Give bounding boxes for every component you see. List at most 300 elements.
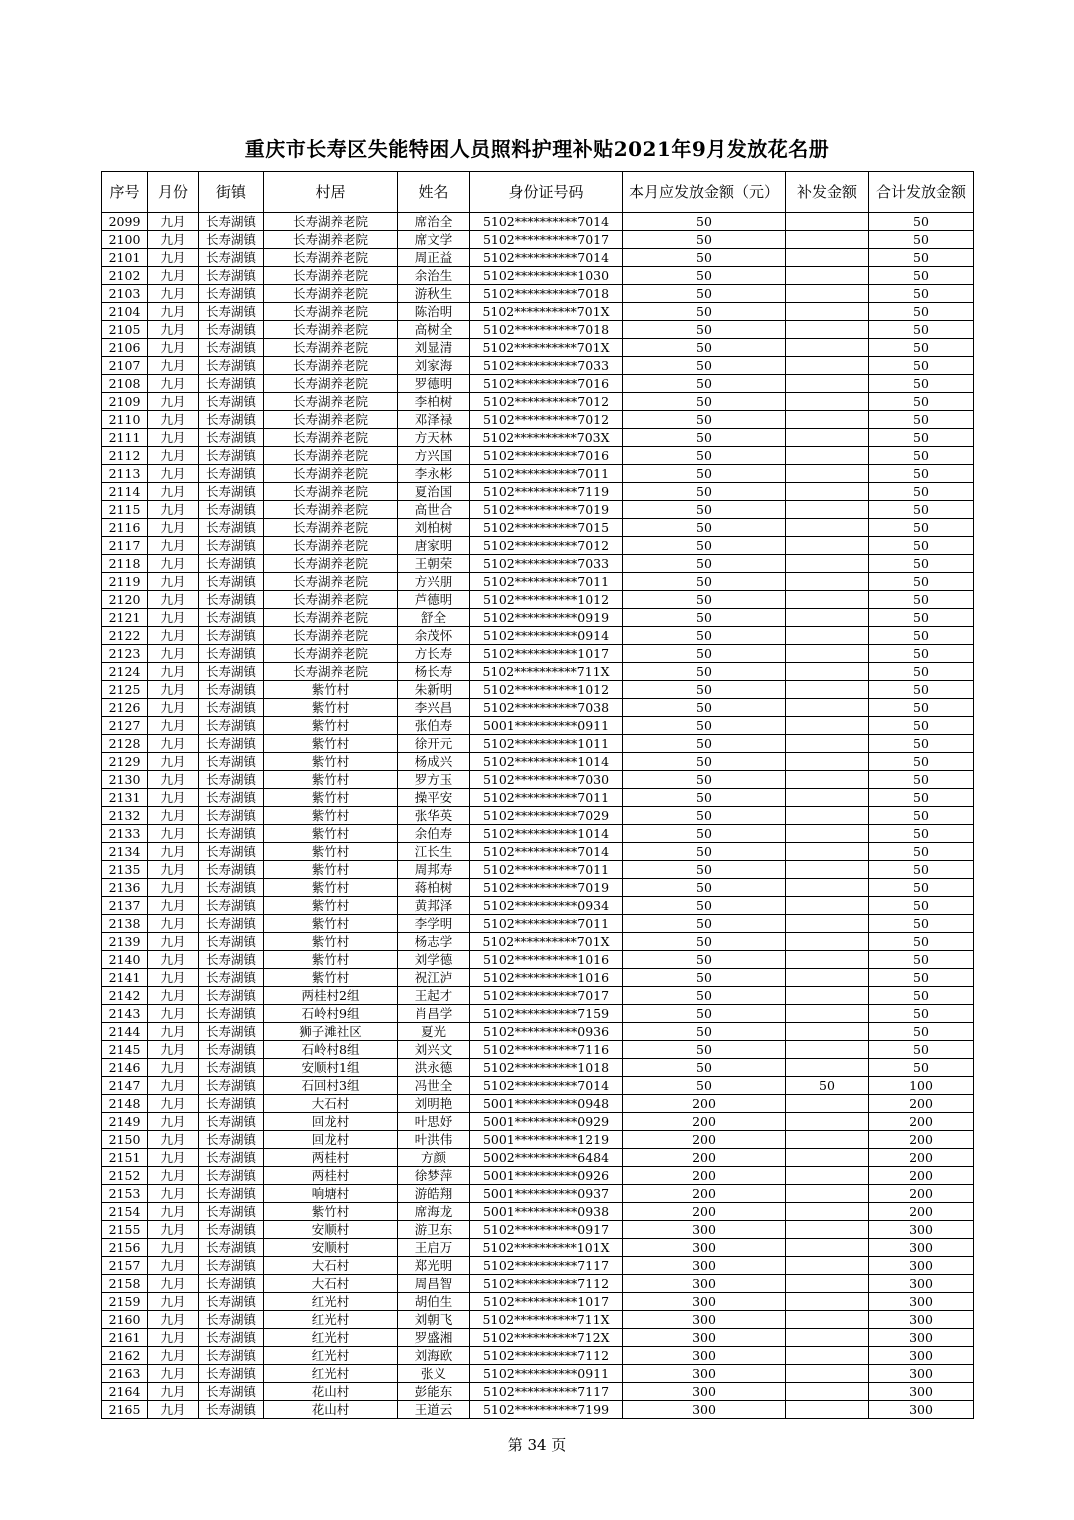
header-index: 序号 [102,172,148,213]
cell-name: 刘明艳 [398,1095,470,1113]
cell-town: 长寿湖镇 [199,627,264,645]
cell-id-number: 5102**********0911 [470,1365,623,1383]
cell-month: 九月 [148,663,199,681]
cell-town: 长寿湖镇 [199,951,264,969]
cell-town: 长寿湖镇 [199,861,264,879]
cell-id-number: 5102**********701X [470,303,623,321]
cell-total: 50 [869,969,974,987]
cell-village: 花山村 [264,1401,398,1419]
cell-village: 红光村 [264,1329,398,1347]
table-row [102,753,974,771]
cell-monthly-amount: 200 [623,1131,786,1149]
cell-monthly-amount: 50 [623,1041,786,1059]
cell-town: 长寿湖镇 [199,1347,264,1365]
cell-id-number: 5102**********711X [470,663,623,681]
cell-index: 2159 [102,1293,148,1311]
cell-supplement [786,1347,869,1365]
cell-village: 长寿湖养老院 [264,609,398,627]
cell-supplement [786,987,869,1005]
cell-total: 50 [869,1023,974,1041]
cell-name: 李学明 [398,915,470,933]
cell-total: 50 [869,897,974,915]
cell-id-number: 5102**********7011 [470,789,623,807]
table-row [102,1095,974,1113]
cell-total: 200 [869,1095,974,1113]
cell-id-number: 5102**********7112 [470,1347,623,1365]
cell-id-number: 5102**********7014 [470,213,623,231]
table-row [102,249,974,267]
cell-name: 徐梦萍 [398,1167,470,1185]
cell-supplement [786,1239,869,1257]
table-row [102,1347,974,1365]
cell-total: 50 [869,681,974,699]
cell-index: 2161 [102,1329,148,1347]
cell-monthly-amount: 50 [623,339,786,357]
cell-id-number: 5102**********7016 [470,375,623,393]
cell-supplement [786,465,869,483]
cell-village: 紫竹村 [264,843,398,861]
cell-id-number: 5001**********0948 [470,1095,623,1113]
cell-index: 2139 [102,933,148,951]
cell-index: 2101 [102,249,148,267]
table-row [102,789,974,807]
cell-month: 九月 [148,411,199,429]
cell-name: 杨志学 [398,933,470,951]
cell-monthly-amount: 50 [623,519,786,537]
cell-month: 九月 [148,627,199,645]
cell-name: 张义 [398,1365,470,1383]
cell-id-number: 5001**********0926 [470,1167,623,1185]
cell-id-number: 5102**********701X [470,339,623,357]
cell-supplement: 50 [786,1077,869,1095]
cell-town: 长寿湖镇 [199,1383,264,1401]
cell-name: 胡伯生 [398,1293,470,1311]
cell-month: 九月 [148,267,199,285]
cell-supplement [786,915,869,933]
cell-town: 长寿湖镇 [199,825,264,843]
table-row [102,969,974,987]
cell-monthly-amount: 50 [623,483,786,501]
cell-name: 叶思妤 [398,1113,470,1131]
cell-monthly-amount: 50 [623,1023,786,1041]
cell-monthly-amount: 50 [623,681,786,699]
cell-village: 安顺村1组 [264,1059,398,1077]
cell-name: 黄邦泽 [398,897,470,915]
cell-total: 50 [869,519,974,537]
cell-name: 舒全 [398,609,470,627]
cell-index: 2128 [102,735,148,753]
cell-month: 九月 [148,375,199,393]
cell-month: 九月 [148,573,199,591]
cell-town: 长寿湖镇 [199,1293,264,1311]
cell-monthly-amount: 300 [623,1329,786,1347]
cell-index: 2163 [102,1365,148,1383]
cell-month: 九月 [148,789,199,807]
cell-town: 长寿湖镇 [199,717,264,735]
cell-index: 2124 [102,663,148,681]
cell-total: 300 [869,1239,974,1257]
cell-town: 长寿湖镇 [199,609,264,627]
cell-id-number: 5102**********7030 [470,771,623,789]
cell-village: 紫竹村 [264,1203,398,1221]
cell-name: 陈治明 [398,303,470,321]
cell-village: 长寿湖养老院 [264,483,398,501]
cell-id-number: 5102**********703X [470,429,623,447]
cell-id-number: 5102**********7015 [470,519,623,537]
cell-total: 50 [869,231,974,249]
cell-village: 长寿湖养老院 [264,321,398,339]
cell-index: 2165 [102,1401,148,1419]
cell-month: 九月 [148,897,199,915]
cell-village: 长寿湖养老院 [264,537,398,555]
cell-id-number: 5001**********0929 [470,1113,623,1131]
cell-total: 50 [869,843,974,861]
cell-supplement [786,771,869,789]
cell-monthly-amount: 50 [623,879,786,897]
cell-supplement [786,573,869,591]
cell-supplement [786,1383,869,1401]
cell-monthly-amount: 50 [623,375,786,393]
cell-month: 九月 [148,321,199,339]
table-row [102,519,974,537]
cell-monthly-amount: 50 [623,591,786,609]
cell-name: 方天林 [398,429,470,447]
cell-index: 2164 [102,1383,148,1401]
table-row [102,285,974,303]
cell-index: 2138 [102,915,148,933]
cell-town: 长寿湖镇 [199,789,264,807]
cell-index: 2114 [102,483,148,501]
cell-monthly-amount: 200 [623,1149,786,1167]
cell-total: 50 [869,249,974,267]
cell-total: 300 [869,1401,974,1419]
cell-month: 九月 [148,537,199,555]
cell-monthly-amount: 50 [623,465,786,483]
cell-monthly-amount: 50 [623,1077,786,1095]
cell-month: 九月 [148,357,199,375]
cell-supplement [786,501,869,519]
cell-name: 夏光 [398,1023,470,1041]
cell-supplement [786,1005,869,1023]
cell-town: 长寿湖镇 [199,393,264,411]
cell-supplement [786,861,869,879]
cell-id-number: 5102**********0917 [470,1221,623,1239]
header-month: 月份 [148,172,199,213]
cell-id-number: 5102**********7011 [470,573,623,591]
table-row [102,1221,974,1239]
cell-name: 徐开元 [398,735,470,753]
cell-supplement [786,843,869,861]
cell-monthly-amount: 50 [623,753,786,771]
cell-town: 长寿湖镇 [199,1023,264,1041]
cell-town: 长寿湖镇 [199,483,264,501]
cell-index: 2149 [102,1113,148,1131]
cell-month: 九月 [148,1185,199,1203]
cell-total: 50 [869,861,974,879]
cell-name: 邓泽禄 [398,411,470,429]
cell-total: 50 [869,555,974,573]
cell-total: 50 [869,303,974,321]
table-row [102,861,974,879]
cell-town: 长寿湖镇 [199,879,264,897]
cell-monthly-amount: 50 [623,663,786,681]
cell-month: 九月 [148,753,199,771]
cell-id-number: 5102**********1014 [470,825,623,843]
cell-id-number: 5102**********7011 [470,465,623,483]
cell-index: 2143 [102,1005,148,1023]
cell-id-number: 5102**********1016 [470,951,623,969]
header-name: 姓名 [398,172,470,213]
cell-index: 2099 [102,213,148,231]
cell-month: 九月 [148,681,199,699]
cell-village: 长寿湖养老院 [264,519,398,537]
cell-index: 2136 [102,879,148,897]
cell-monthly-amount: 300 [623,1257,786,1275]
table-row [102,465,974,483]
cell-total: 50 [869,879,974,897]
header-supplement: 补发金额 [786,172,869,213]
cell-supplement [786,303,869,321]
header-town: 街镇 [199,172,264,213]
table-row [102,663,974,681]
cell-index: 2118 [102,555,148,573]
cell-supplement [786,825,869,843]
cell-month: 九月 [148,1149,199,1167]
cell-name: 唐家明 [398,537,470,555]
cell-village: 大石村 [264,1095,398,1113]
cell-id-number: 5102**********7029 [470,807,623,825]
cell-supplement [786,1203,869,1221]
cell-supplement [786,933,869,951]
page-footer: 第 34 页 [507,1436,567,1454]
header-row [102,172,974,213]
cell-supplement [786,249,869,267]
cell-village: 红光村 [264,1347,398,1365]
cell-monthly-amount: 50 [623,501,786,519]
cell-town: 长寿湖镇 [199,1059,264,1077]
cell-monthly-amount: 300 [623,1275,786,1293]
cell-month: 九月 [148,501,199,519]
cell-town: 长寿湖镇 [199,1149,264,1167]
cell-village: 紫竹村 [264,771,398,789]
cell-index: 2120 [102,591,148,609]
table-row [102,1365,974,1383]
cell-name: 游卫东 [398,1221,470,1239]
cell-village: 红光村 [264,1293,398,1311]
cell-index: 2142 [102,987,148,1005]
cell-town: 长寿湖镇 [199,357,264,375]
cell-month: 九月 [148,1023,199,1041]
page-title: 重庆市长寿区失能特困人员照料护理补贴2021年9月发放花名册 [244,137,830,161]
cell-town: 长寿湖镇 [199,1239,264,1257]
cell-index: 2108 [102,375,148,393]
cell-monthly-amount: 300 [623,1221,786,1239]
cell-index: 2132 [102,807,148,825]
cell-total: 300 [869,1293,974,1311]
cell-total: 300 [869,1329,974,1347]
cell-index: 2137 [102,897,148,915]
cell-month: 九月 [148,1365,199,1383]
cell-town: 长寿湖镇 [199,447,264,465]
cell-supplement [786,789,869,807]
cell-village: 紫竹村 [264,861,398,879]
cell-town: 长寿湖镇 [199,933,264,951]
cell-index: 2146 [102,1059,148,1077]
cell-supplement [786,483,869,501]
cell-id-number: 5001**********0937 [470,1185,623,1203]
cell-total: 200 [869,1113,974,1131]
cell-supplement [786,267,869,285]
cell-village: 长寿湖养老院 [264,645,398,663]
cell-supplement [786,627,869,645]
table-row [102,897,974,915]
cell-monthly-amount: 50 [623,699,786,717]
cell-name: 王朝荣 [398,555,470,573]
cell-monthly-amount: 300 [623,1239,786,1257]
cell-monthly-amount: 50 [623,411,786,429]
cell-village: 紫竹村 [264,681,398,699]
cell-name: 张伯寿 [398,717,470,735]
table-row [102,735,974,753]
cell-supplement [786,411,869,429]
table-row [102,609,974,627]
cell-village: 安顺村 [264,1221,398,1239]
cell-month: 九月 [148,771,199,789]
cell-name: 席治全 [398,213,470,231]
cell-monthly-amount: 50 [623,951,786,969]
cell-month: 九月 [148,969,199,987]
cell-id-number: 5102**********1016 [470,969,623,987]
cell-total: 50 [869,393,974,411]
cell-town: 长寿湖镇 [199,987,264,1005]
cell-supplement [786,1149,869,1167]
cell-village: 紫竹村 [264,735,398,753]
cell-name: 刘家海 [398,357,470,375]
table-row [102,231,974,249]
table-row [102,1311,974,1329]
cell-total: 50 [869,573,974,591]
cell-village: 紫竹村 [264,807,398,825]
cell-supplement [786,447,869,465]
cell-town: 长寿湖镇 [199,699,264,717]
table-row [102,1059,974,1077]
cell-index: 2109 [102,393,148,411]
cell-village: 长寿湖养老院 [264,339,398,357]
cell-id-number: 5102**********7018 [470,321,623,339]
cell-town: 长寿湖镇 [199,1005,264,1023]
cell-month: 九月 [148,1293,199,1311]
cell-town: 长寿湖镇 [199,555,264,573]
cell-supplement [786,1329,869,1347]
cell-index: 2116 [102,519,148,537]
cell-village: 长寿湖养老院 [264,501,398,519]
cell-monthly-amount: 200 [623,1185,786,1203]
cell-index: 2151 [102,1149,148,1167]
cell-index: 2153 [102,1185,148,1203]
cell-supplement [786,1401,869,1419]
table-row [102,1167,974,1185]
cell-name: 李柏树 [398,393,470,411]
cell-id-number: 5102**********7199 [470,1401,623,1419]
table-row [102,537,974,555]
table-row [102,1383,974,1401]
cell-monthly-amount: 50 [623,915,786,933]
cell-total: 300 [869,1311,974,1329]
cell-name: 蒋柏树 [398,879,470,897]
cell-monthly-amount: 300 [623,1347,786,1365]
cell-village: 安顺村 [264,1239,398,1257]
cell-id-number: 5102**********7012 [470,537,623,555]
cell-month: 九月 [148,861,199,879]
cell-total: 50 [869,933,974,951]
header-monthly-amount: 本月应发放金额（元） [623,172,786,213]
cell-month: 九月 [148,1239,199,1257]
cell-name: 方兴国 [398,447,470,465]
cell-total: 50 [869,267,974,285]
cell-id-number: 5102**********1017 [470,645,623,663]
cell-name: 洪永德 [398,1059,470,1077]
cell-index: 2111 [102,429,148,447]
cell-id-number: 5102**********7017 [470,987,623,1005]
cell-total: 50 [869,339,974,357]
cell-monthly-amount: 200 [623,1167,786,1185]
cell-name: 游皓翔 [398,1185,470,1203]
cell-monthly-amount: 50 [623,1005,786,1023]
cell-month: 九月 [148,735,199,753]
table-row [102,375,974,393]
cell-village: 紫竹村 [264,825,398,843]
cell-town: 长寿湖镇 [199,411,264,429]
cell-village: 长寿湖养老院 [264,213,398,231]
cell-month: 九月 [148,987,199,1005]
cell-supplement [786,591,869,609]
cell-name: 杨成兴 [398,753,470,771]
cell-village: 紫竹村 [264,879,398,897]
cell-supplement [786,681,869,699]
cell-village: 紫竹村 [264,699,398,717]
cell-name: 刘显清 [398,339,470,357]
cell-index: 2133 [102,825,148,843]
cell-total: 100 [869,1077,974,1095]
cell-index: 2107 [102,357,148,375]
cell-name: 操平安 [398,789,470,807]
table-row [102,1275,974,1293]
cell-month: 九月 [148,447,199,465]
cell-name: 刘朝飞 [398,1311,470,1329]
cell-supplement [786,321,869,339]
cell-index: 2102 [102,267,148,285]
table-row [102,321,974,339]
cell-index: 2144 [102,1023,148,1041]
cell-id-number: 5102**********7014 [470,1077,623,1095]
cell-id-number: 5102**********7038 [470,699,623,717]
cell-village: 长寿湖养老院 [264,411,398,429]
cell-id-number: 5102**********0914 [470,627,623,645]
cell-supplement [786,951,869,969]
cell-monthly-amount: 50 [623,447,786,465]
cell-id-number: 5102**********7012 [470,393,623,411]
table-row [102,915,974,933]
cell-index: 2135 [102,861,148,879]
cell-total: 50 [869,951,974,969]
cell-town: 长寿湖镇 [199,1221,264,1239]
cell-town: 长寿湖镇 [199,1167,264,1185]
cell-name: 罗盛湘 [398,1329,470,1347]
cell-town: 长寿湖镇 [199,429,264,447]
cell-name: 李永彬 [398,465,470,483]
header-id-number: 身份证号码 [470,172,623,213]
cell-name: 方兴朋 [398,573,470,591]
